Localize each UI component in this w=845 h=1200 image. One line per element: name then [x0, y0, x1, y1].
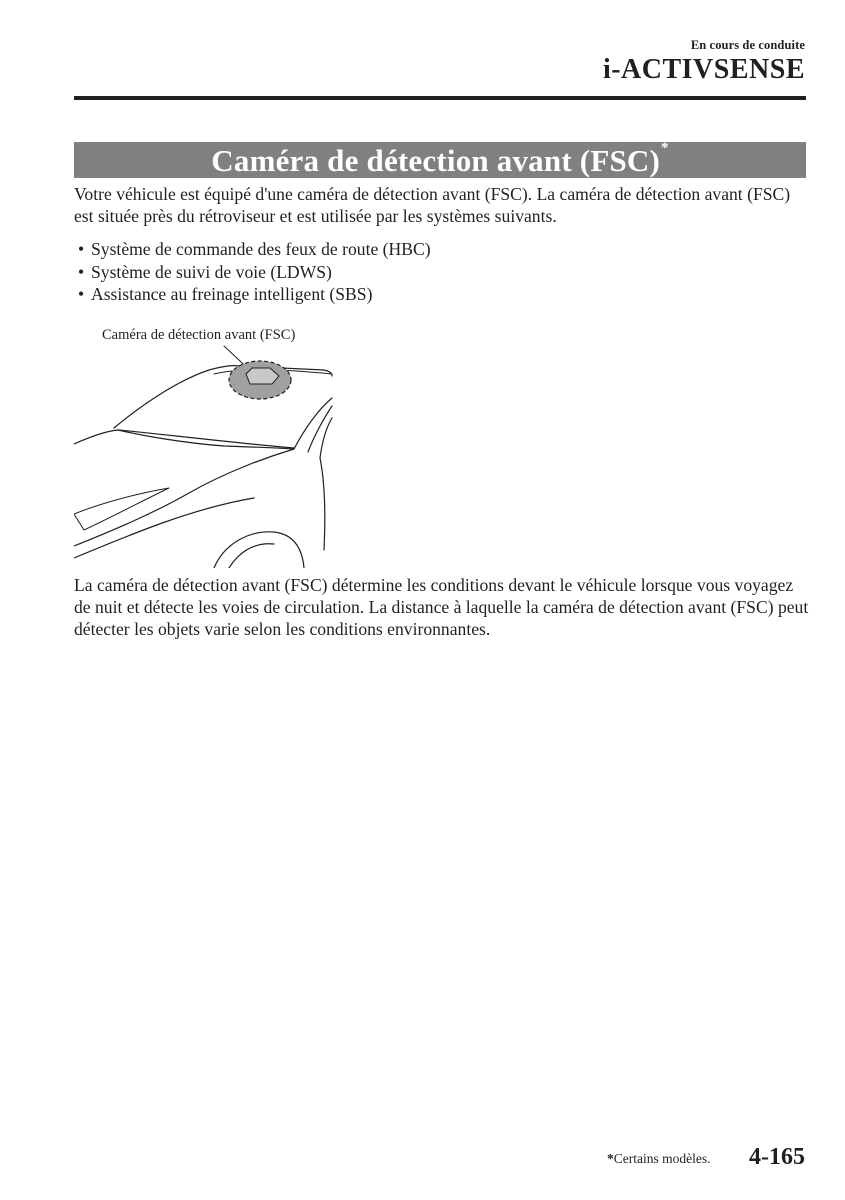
header-chapter: En cours de conduite: [690, 38, 805, 52]
list-item: [78, 283, 431, 306]
list-item: [78, 261, 431, 284]
page-number: 4-165: [749, 1144, 805, 1170]
section-title: [211, 139, 669, 178]
models-asterisk: *: [661, 139, 669, 156]
header-section-title: i-ACTIVSENSE: [602, 54, 805, 85]
list-item-text: Assistance au freinage intelligent (SBS): [91, 284, 373, 304]
figure-label: Caméra de détection avant (FSC): [102, 327, 296, 343]
list-item-text: Système de suivi de voie (LDWS): [91, 261, 332, 282]
intro-paragraph: Votre véhicule est équipé d'une caméra de détection avant (FSC). La caméra de détection avant (FSC) est située près du rétroviseur et est utilisée par les systèmes suivants.: [74, 184, 791, 226]
header-rule: [74, 96, 806, 100]
list-item-text: Système de commande des feux de route (HBC): [91, 239, 431, 259]
footnote-asterisk: *: [607, 1151, 614, 1166]
car-windshield-illustration: [74, 318, 336, 568]
section-title-text: Caméra de détection avant (FSC): [211, 142, 661, 178]
footnote: [607, 1151, 710, 1167]
camera-figure: [74, 318, 336, 568]
description-paragraph: La caméra de détection avant (FSC) détermine les conditions devant le véhicule lorsque vous voyagez de nuit et détecte les voies de circulation. La distance à laquelle la caméra de détection avant (FSC) peut détecter les objets varie selon les conditions environnantes.: [74, 575, 809, 639]
systems-list: [78, 238, 431, 306]
footnote-text: Certains modèles.: [613, 1151, 711, 1166]
section-heading-bar: [74, 139, 806, 178]
bullet: •: [78, 239, 85, 259]
bullet: •: [78, 261, 85, 282]
list-item: [78, 238, 431, 261]
bullet: •: [78, 284, 85, 304]
